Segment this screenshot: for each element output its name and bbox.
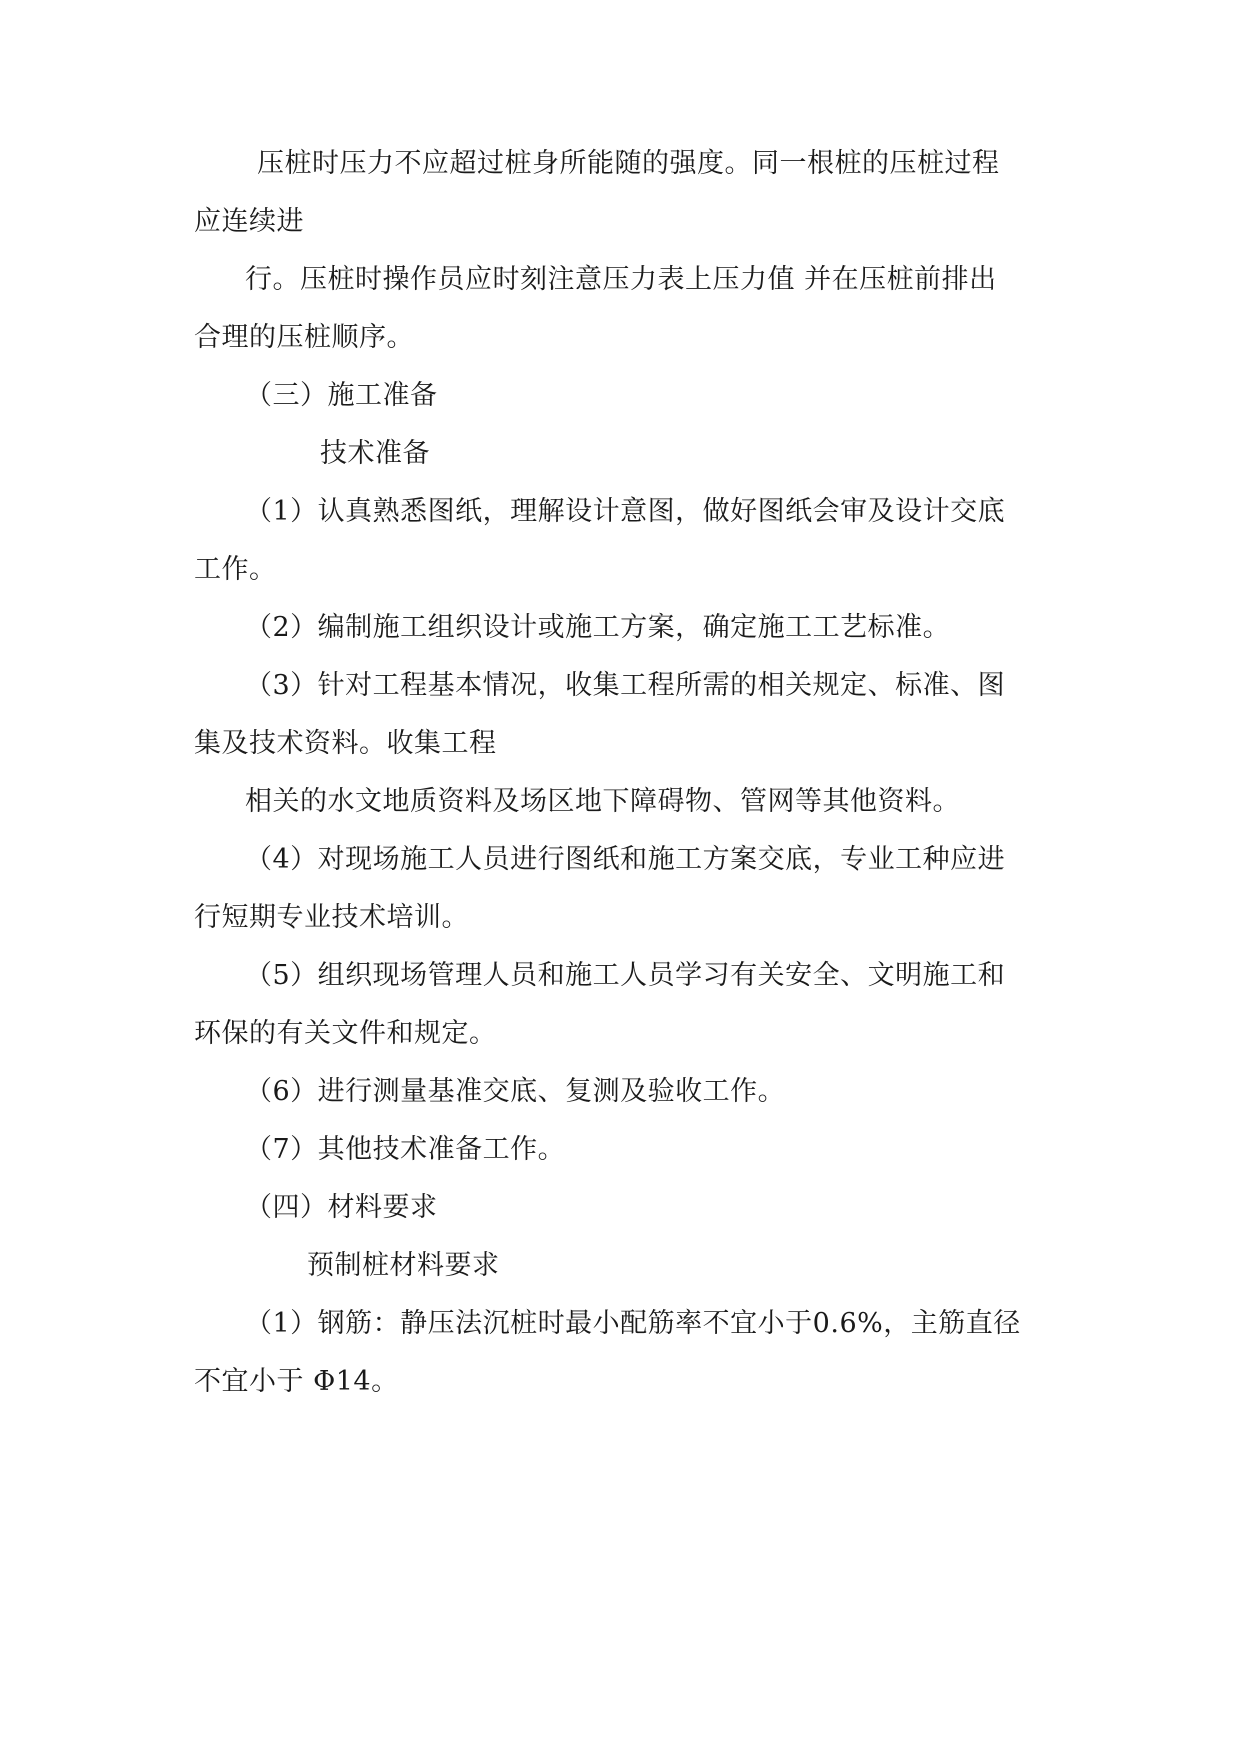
list-item: （3）针对工程基本情况，收集工程所需的相关规定、标准、图: [245, 670, 1006, 701]
list-item: （1）钢筋：静压法沉桩时最小配筋率不宜小于0.6%，主筋直径: [245, 1308, 1021, 1339]
section-heading: （四）材料要求: [245, 1192, 438, 1223]
list-item-continuation: 相关的水文地质资料及场区地下障碍物、管网等其他资料。: [245, 786, 960, 817]
subsection-heading: 预制桩材料要求: [307, 1250, 500, 1281]
section-heading: （三）施工准备: [245, 380, 438, 411]
paragraph-line: 压桩时压力不应超过桩身所能随的强度。同一根桩的压桩过程: [257, 148, 1000, 179]
list-item: （1）认真熟悉图纸，理解设计意图，做好图纸会审及设计交底: [245, 496, 1006, 527]
paragraph-line: 应连续进: [194, 206, 304, 237]
list-item-continuation: 不宜小于 Φ14。: [194, 1366, 399, 1397]
list-item-continuation: 行短期专业技术培训。: [194, 902, 469, 933]
paragraph-line: 合理的压桩顺序。: [194, 322, 414, 353]
list-item: （7）其他技术准备工作。: [245, 1134, 566, 1165]
subsection-heading: 技术准备: [320, 438, 430, 469]
list-item-continuation: 环保的有关文件和规定。: [194, 1018, 497, 1049]
paragraph-line: 行。压桩时操作员应时刻注意压力表上压力值 并在压桩前排出: [245, 264, 997, 295]
list-item-continuation: 集及技术资料。收集工程: [194, 728, 497, 759]
list-item: （2）编制施工组织设计或施工方案，确定施工工艺标准。: [245, 612, 951, 643]
list-item: （5）组织现场管理人员和施工人员学习有关安全、文明施工和: [245, 960, 1006, 991]
list-item: （6）进行测量基准交底、复测及验收工作。: [245, 1076, 786, 1107]
list-item: （4）对现场施工人员进行图纸和施工方案交底，专业工种应进: [245, 844, 1006, 875]
list-item-continuation: 工作。: [194, 554, 277, 585]
